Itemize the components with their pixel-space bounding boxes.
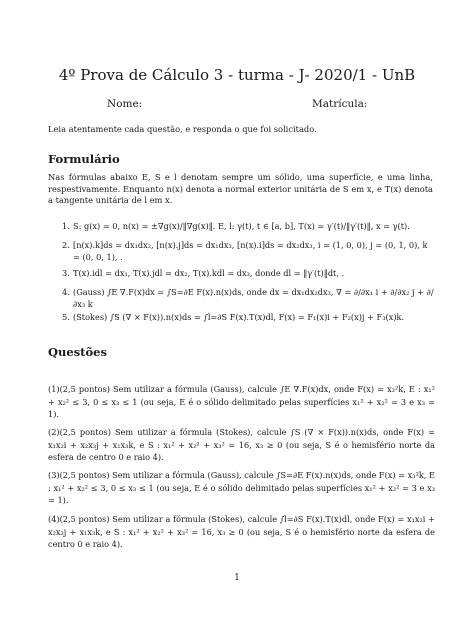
question-2: (2)(2,5 pontos) Sem utilizar a fórmula (Stokes), calcule ∫S (∇ × F(x)).n(x)ds, onde F(x) = x₁x₂i + x₂x₃j + x₁x₃k, e S : x₁² + x₂² + x₃² = 16, x₃ ≥ 0 (ou seja, S é o hemisfério norte da esfera de centro 0 e raio 4). xyxy=(48,427,435,463)
formula-number: 2. xyxy=(62,240,70,250)
id-label: Matrícula: xyxy=(312,98,368,110)
formula-text: (Gauss) ∫E ∇.F(x)dx = ∫S=∂E F(x).n(x)ds, onde dx = dx₁dx₂dx₃, ∇ = ∂/∂x₁ i + ∂/∂x₂ j + ∂/∂x₃ k xyxy=(73,287,434,309)
questoes-heading: Questões xyxy=(48,345,107,359)
formula-item xyxy=(62,312,434,324)
question-1: (1)(2,5 pontos) Sem utilizar a fórmula (Gauss), calcule ∫E ∇.F(x)dx, onde F(x) = x₃²k, E : x₁² + x₂² ≤ 3, 0 ≤ x₃ ≤ 1 (ou seja, E é o sólido delimitado pelas superfícies x₁² + x₂² = 3 e x₃ = 1). xyxy=(48,384,435,420)
formula-number: 4. xyxy=(62,287,70,297)
formula-number: 3. xyxy=(62,268,70,278)
formula-item xyxy=(62,240,434,264)
formula-number: 1. xyxy=(62,221,70,231)
formula-text: S: g(x) = 0, n(x) = ±∇g(x)/‖∇g(x)‖. E, l: γ(t), t ∈ [a, b], T(x) = γ′(t)/‖γ′(t)‖, x = γ(t). xyxy=(73,221,410,231)
formula-item xyxy=(62,221,434,233)
question-3: (3)(2,5 pontos) Sem utilizar a fórmula (Gauss), calcule ∫S=∂E F(x).n(x)ds, onde F(x) = x₃²k, E : x₁² + x₂² ≤ 3, 0 ≤ x₃ ≤ 1 (ou seja, E é o sólido delimitado pelas superfícies x₁² + x₂² = 3 e x₃ = 1). xyxy=(48,470,435,506)
page-title: 4º Prova de Cálculo 3 - turma - J- 2020/1 - UnB xyxy=(58,66,416,84)
name-label: Nome: xyxy=(107,98,143,110)
formula-text: (Stokes) ∫S (∇ × F(x)).n(x)ds = ∫l=∂S F(x).T(x)dl, F(x) = F₁(x)i + F₂(x)j + F₃(x)k. xyxy=(73,312,405,322)
page-number: 1 xyxy=(234,573,240,583)
formula-number: 5. xyxy=(62,312,70,322)
formulario-intro: Nas fórmulas abaixo E, S e l denotam sempre um sólido, uma superfície, e uma linha, respestivamente. Enquanto n(x) denota a normal exterior unitária de S em x, e T(x) denota a tangente unitária de l em x. xyxy=(48,172,433,206)
formulario-heading: Formulário xyxy=(48,152,120,166)
question-4: (4)(2,5 pontos) Sem utilizar a fórmula (Stokes), calcule ∫l=∂S F(x).T(x)dl, onde F(x) = x₁x₂i + x₂x₃j + x₁x₃k, e S : x₁² + x₂² + x₃² = 16, x₃ ≥ 0 (ou seja, S é o hemisfério norte da esfera de centro 0 e raio 4). xyxy=(48,514,435,550)
formula-item xyxy=(62,287,434,309)
instructions: Leia atentamente cada questão, e responda o que foi solicitado. xyxy=(48,124,317,134)
formula-text: [n(x).k]ds = dx₁dx₂, [n(x).j]ds = dx₁dx₃, [n(x).i]ds = dx₂dx₃, i = (1, 0, 0), j = (0, 1, 0), k = (0, 0, 1), . xyxy=(73,240,428,262)
formula-item xyxy=(62,268,434,280)
formula-text: T(x).idl = dx₁, T(x).jdl = dx₂, T(x).kdl = dx₃, donde dl = ‖γ′(t)‖dt, . xyxy=(73,268,345,278)
